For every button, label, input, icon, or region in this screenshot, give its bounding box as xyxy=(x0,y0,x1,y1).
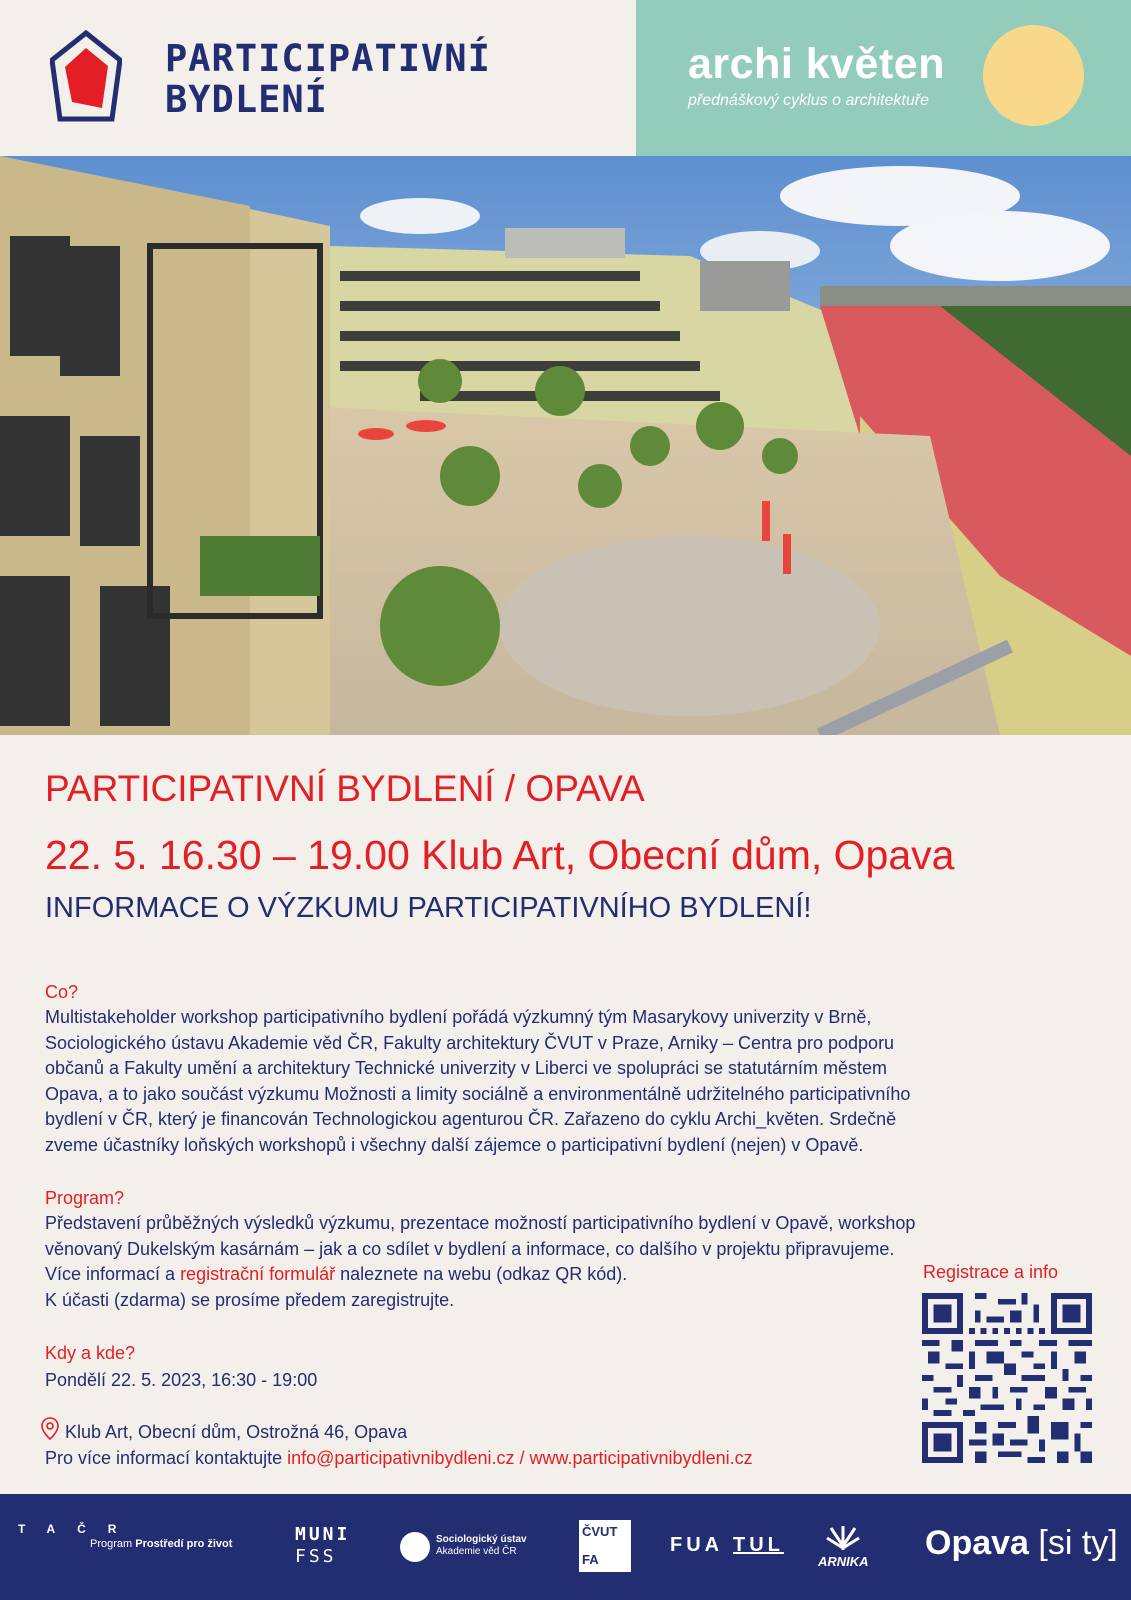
footer-logos xyxy=(0,1494,1131,1600)
soc-ustav-logo xyxy=(436,1534,527,1558)
registration-form-link[interactable]: registrační formulář xyxy=(180,1264,336,1284)
arnika-logo: ARNIKA xyxy=(818,1554,869,1569)
fss-text: FSS xyxy=(295,1546,337,1567)
fua-logo: FUA xyxy=(670,1534,724,1556)
soc-line-2: Akademie věd ČR xyxy=(436,1546,517,1557)
co-label: Co? xyxy=(45,982,79,1002)
opava-text: Opava xyxy=(925,1524,1029,1562)
co-line: Opava, a to jako součást výzkumu Možnosti a limity sociálně a environmentálně udržitelného participativního xyxy=(45,1083,911,1104)
program-line: Představení průběžných výsledků výzkumu, prezentace možností participativního bydlení v Opavě, workshop xyxy=(45,1213,916,1233)
sun-circle-icon xyxy=(983,25,1084,126)
courtyard-photo xyxy=(0,156,1131,735)
event-title: PARTICIPATIVNÍ BYDLENÍ / OPAVA xyxy=(45,768,645,809)
soc-line-1: Sociologický ústav xyxy=(436,1534,527,1545)
co-line: Sociologického ústavu Akademie věd ČR, Fakulty architektury ČVUT v Praze, Arniky – Centra pro podporu xyxy=(45,1032,895,1053)
program-logo xyxy=(90,1538,232,1550)
logo-text xyxy=(165,38,491,120)
co-line: občanů a Fakulty umění a architektury Technické univerzity v Liberci ve spolupráci se statutárním městem xyxy=(45,1058,888,1078)
tul-logo: TUL xyxy=(733,1534,784,1556)
co-line: Multistakeholder workshop participativního bydlení pořádá výzkumný tým Masarykovy univerzity v Brně, xyxy=(45,1007,872,1027)
archi-title: archi květen xyxy=(688,40,945,88)
fa-text: FA xyxy=(582,1552,599,1567)
location-pin-icon xyxy=(40,1417,60,1441)
program-line3-pre: Více informací a xyxy=(45,1264,181,1284)
opava-suffix: [si ty] xyxy=(1038,1524,1118,1562)
co-text xyxy=(45,1005,1085,1158)
program-logo-bold: Prostředí pro život xyxy=(135,1538,233,1550)
house-logo-icon xyxy=(50,30,122,122)
co-line: bydlení v ČR, který je financován Technologickou agenturou ČR. Zařazeno do cyklu Archi_květen. Srdečně xyxy=(45,1109,897,1129)
event-datetime: Pondělí 22. 5. 2023, 16:30 - 19:00 xyxy=(45,1370,318,1390)
program-line3-post: naleznete na webu (odkaz QR kód). xyxy=(335,1264,628,1284)
contact-links[interactable]: info@participativnibydleni.cz / www.participativnibydleni.cz xyxy=(287,1448,753,1468)
contact-line xyxy=(45,1448,753,1469)
location-line xyxy=(40,1417,407,1443)
contact-prefix: Pro více informací kontaktujte xyxy=(45,1448,288,1468)
opava-logo xyxy=(925,1524,1118,1563)
kdy-label: Kdy a kde? xyxy=(45,1343,136,1363)
archi-kveten-banner xyxy=(636,0,1131,156)
event-location: Klub Art, Obecní dům, Ostrožná 46, Opava xyxy=(65,1422,408,1442)
arnika-flower-icon xyxy=(825,1516,861,1552)
event-date-line: 22. 5. 16.30 – 19.00 Klub Art, Obecní dům, Opava xyxy=(45,832,955,878)
event-subtitle: INFORMACE O VÝZKUMU PARTICIPATIVNÍHO BYDLENÍ! xyxy=(45,892,812,924)
logo-line-2: BYDLENÍ xyxy=(165,78,328,121)
muni-fss-logo xyxy=(295,1524,350,1568)
qr-code-icon[interactable] xyxy=(922,1293,1092,1463)
program-line: K účasti (zdarma) se prosíme předem zaregistrujte. xyxy=(45,1289,455,1310)
co-line: zveme účastníky loňských workshopů i všechny další zájemce o participativní bydlení (nejen) v Opavě. xyxy=(45,1134,864,1155)
muni-text: MUNI xyxy=(295,1524,351,1545)
cvut-fa-logo xyxy=(579,1520,631,1572)
cvut-text: ČVUT xyxy=(582,1524,618,1539)
registration-label: Registrace a info xyxy=(923,1262,1059,1282)
program-line: věnovaný Dukelským kasárnám – jak a co sdílet v bydlení a informace, co dalšího v projektu připravujeme. xyxy=(45,1238,895,1259)
soc-ustav-icon xyxy=(400,1532,430,1562)
logo-line-1: PARTICIPATIVNÍ xyxy=(165,37,491,80)
archi-subtitle: přednáškový cyklus o architektuře xyxy=(688,92,929,109)
header xyxy=(0,0,1131,156)
program-label: Program? xyxy=(45,1188,125,1208)
tacr-logo: TAČR xyxy=(18,1522,139,1536)
program-logo-pre: Program xyxy=(90,1538,133,1550)
